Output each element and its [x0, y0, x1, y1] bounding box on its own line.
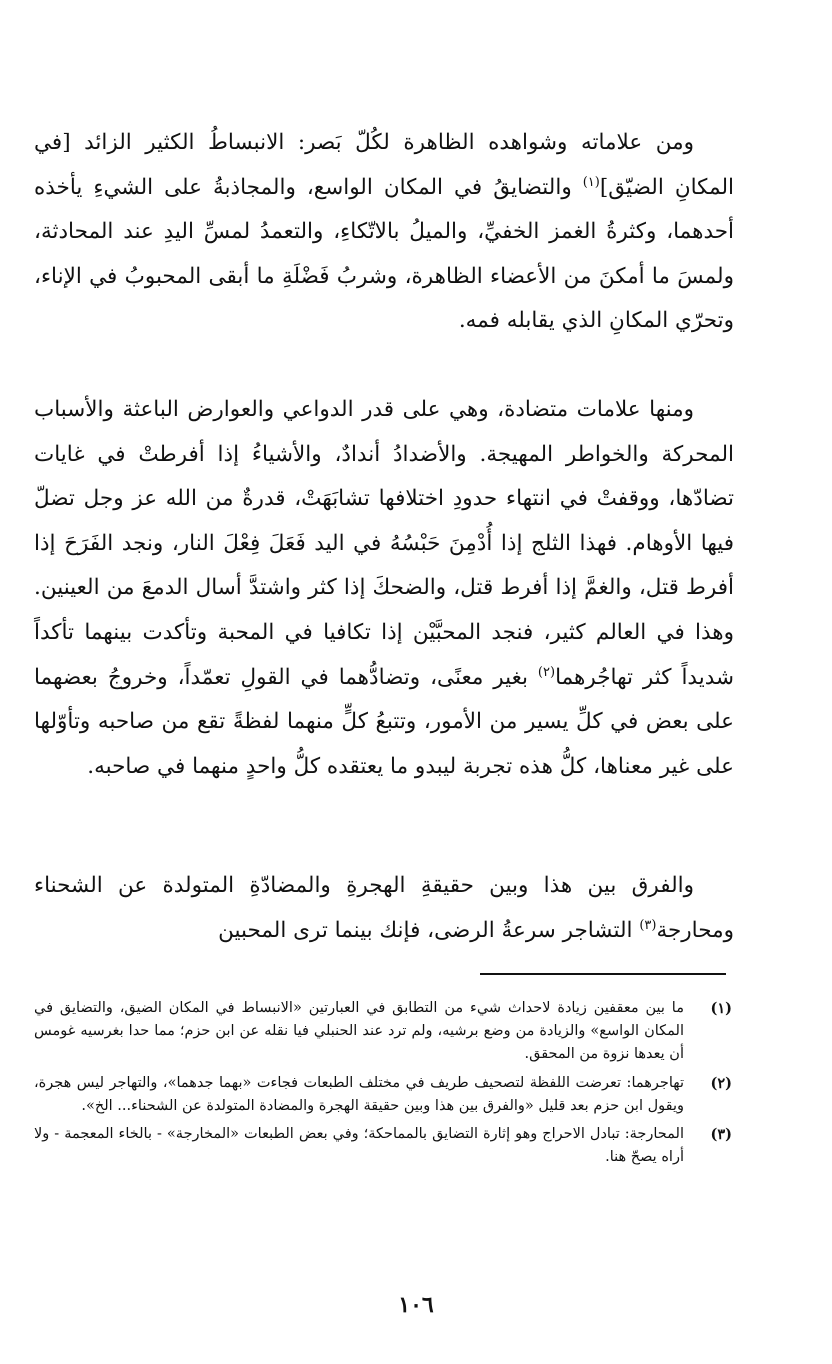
body-paragraph [34, 864, 734, 953]
paragraph-text: ومنها علامات متضادة، وهي على قدر الدواعي والعوارض الباعثة والأسباب المحركة والخواطر المهيجة. والأضدادُ أندادٌ، والأشياءُ إذا أفرطتْ في غايات تضادّها، ووقفتْ في انتهاء حدودِ اختلافها تشابَهَتْ، قدرةٌ من الله عز وجل تضلّ فيها الأوهام. فهذا الثلج إذا أُدْمِنَ حَبْسُهُ في اليد فَعَلَ فِعْلَ النار، ونجد الفَرَحَ إذا أفرط قتل، والغمَّ إذا أفرط قتل، والضحكَ إذا كثر واشتدَّ أسال الدمعَ من العينين. وهذا في العالم كثير، فنجد المحبَّيْن إذا تكافيا في المحبة وتأكدت بينهما تأكداً شديداً كثر تهاجُرهما [34, 397, 734, 690]
page-number: ١٠٦ [398, 1292, 434, 1318]
footnote-separator [480, 973, 726, 975]
paragraph-text: والفرق بين هذا وبين حقيقةِ الهجرةِ والمضادّةِ المتولدة عن الشحناء ومحارجة [34, 873, 734, 943]
footnote-text: المحارجة: تبادل الاحراج وهو إثارة التضايق بالمماحكة؛ وفي بعض الطبعات «المخارجة» - بالخاء المعجمة - ولا أراه يصحّ هنا. [34, 1126, 684, 1166]
footnote-reference: (٢) [537, 664, 556, 680]
footnote-item [34, 1123, 732, 1169]
footnote-number: (٢) [710, 1074, 732, 1092]
footnote-number: (١) [710, 1000, 732, 1017]
paragraph-text: بغير معنًى، وتضادُّهما في القولِ تعمّداً، وخروجُ بعضهما على بعض في كلِّ يسير من الأمور، وتتبعُ كلٍّ منهما لفظةً تقع من صاحبه وتأوّلها على غير معناها، كلُّ هذه تجربة ليبدو ما يعتقده كلُّ واحدٍ منهما في صاحبه. [34, 664, 734, 779]
footnote-text: تهاجرهما: تعرضت اللفظة لتصحيف طريف في مختلف الطبعات فجاءت «بهما جدهما»، والتهاجر ليس هجرة، ويقول ابن حزم بعد قليل «والفرق بين هذا وبين حقيقة الهجرة والمضادة المتولدة عن الشحناء... الخ». [34, 1074, 684, 1114]
footnote-reference: (١) [582, 174, 600, 190]
paragraph-text: ومن علاماته وشواهده الظاهرة لكُلّ بَصر: الانبساطُ الكثير الزائد [في المكانِ الضيّق] [34, 130, 735, 200]
footnote-number: (٣) [710, 1126, 732, 1144]
footnote-reference: (٣) [639, 917, 657, 933]
body-paragraph [34, 121, 734, 344]
body-paragraph [34, 388, 734, 789]
paragraph-text: التشاجر سرعةُ الرضى، فإنك بينما ترى المحبين [218, 917, 640, 943]
paragraph-text: والتضايقُ في المكان الواسع، والمجاذبةُ على الشيءِ يأخذه أحدهما، وكثرةُ الغمز الخفيِّ، والميلُ بالاتّكاءِ، والتعمدُ لمسِّ اليدِ عند المحادثة، ولمسَ ما أمكنَ من الأعضاء الظاهرة، وشربُ فَضْلَةِ ما أبقى المحبوبُ في الإناء، وتحرّي المكانِ الذي يقابله فمه. [34, 174, 734, 334]
footnote-item [34, 997, 732, 1067]
footnotes [34, 997, 732, 1174]
footnote-item [34, 1072, 732, 1118]
footnote-text: ما بين معقفين زيادة لاحداث شيء من التطابق في العبارتين «الانبساط في المكان الضيق، والتضايق في المكان الواسع» والزيادة من وضع برشيه، ولم ترد عند الحنبلي فيا نقله عن ابن حزم؛ مما حدا بغرسيه غومس أن يعدها نزوة من المحقق. [34, 1000, 684, 1063]
